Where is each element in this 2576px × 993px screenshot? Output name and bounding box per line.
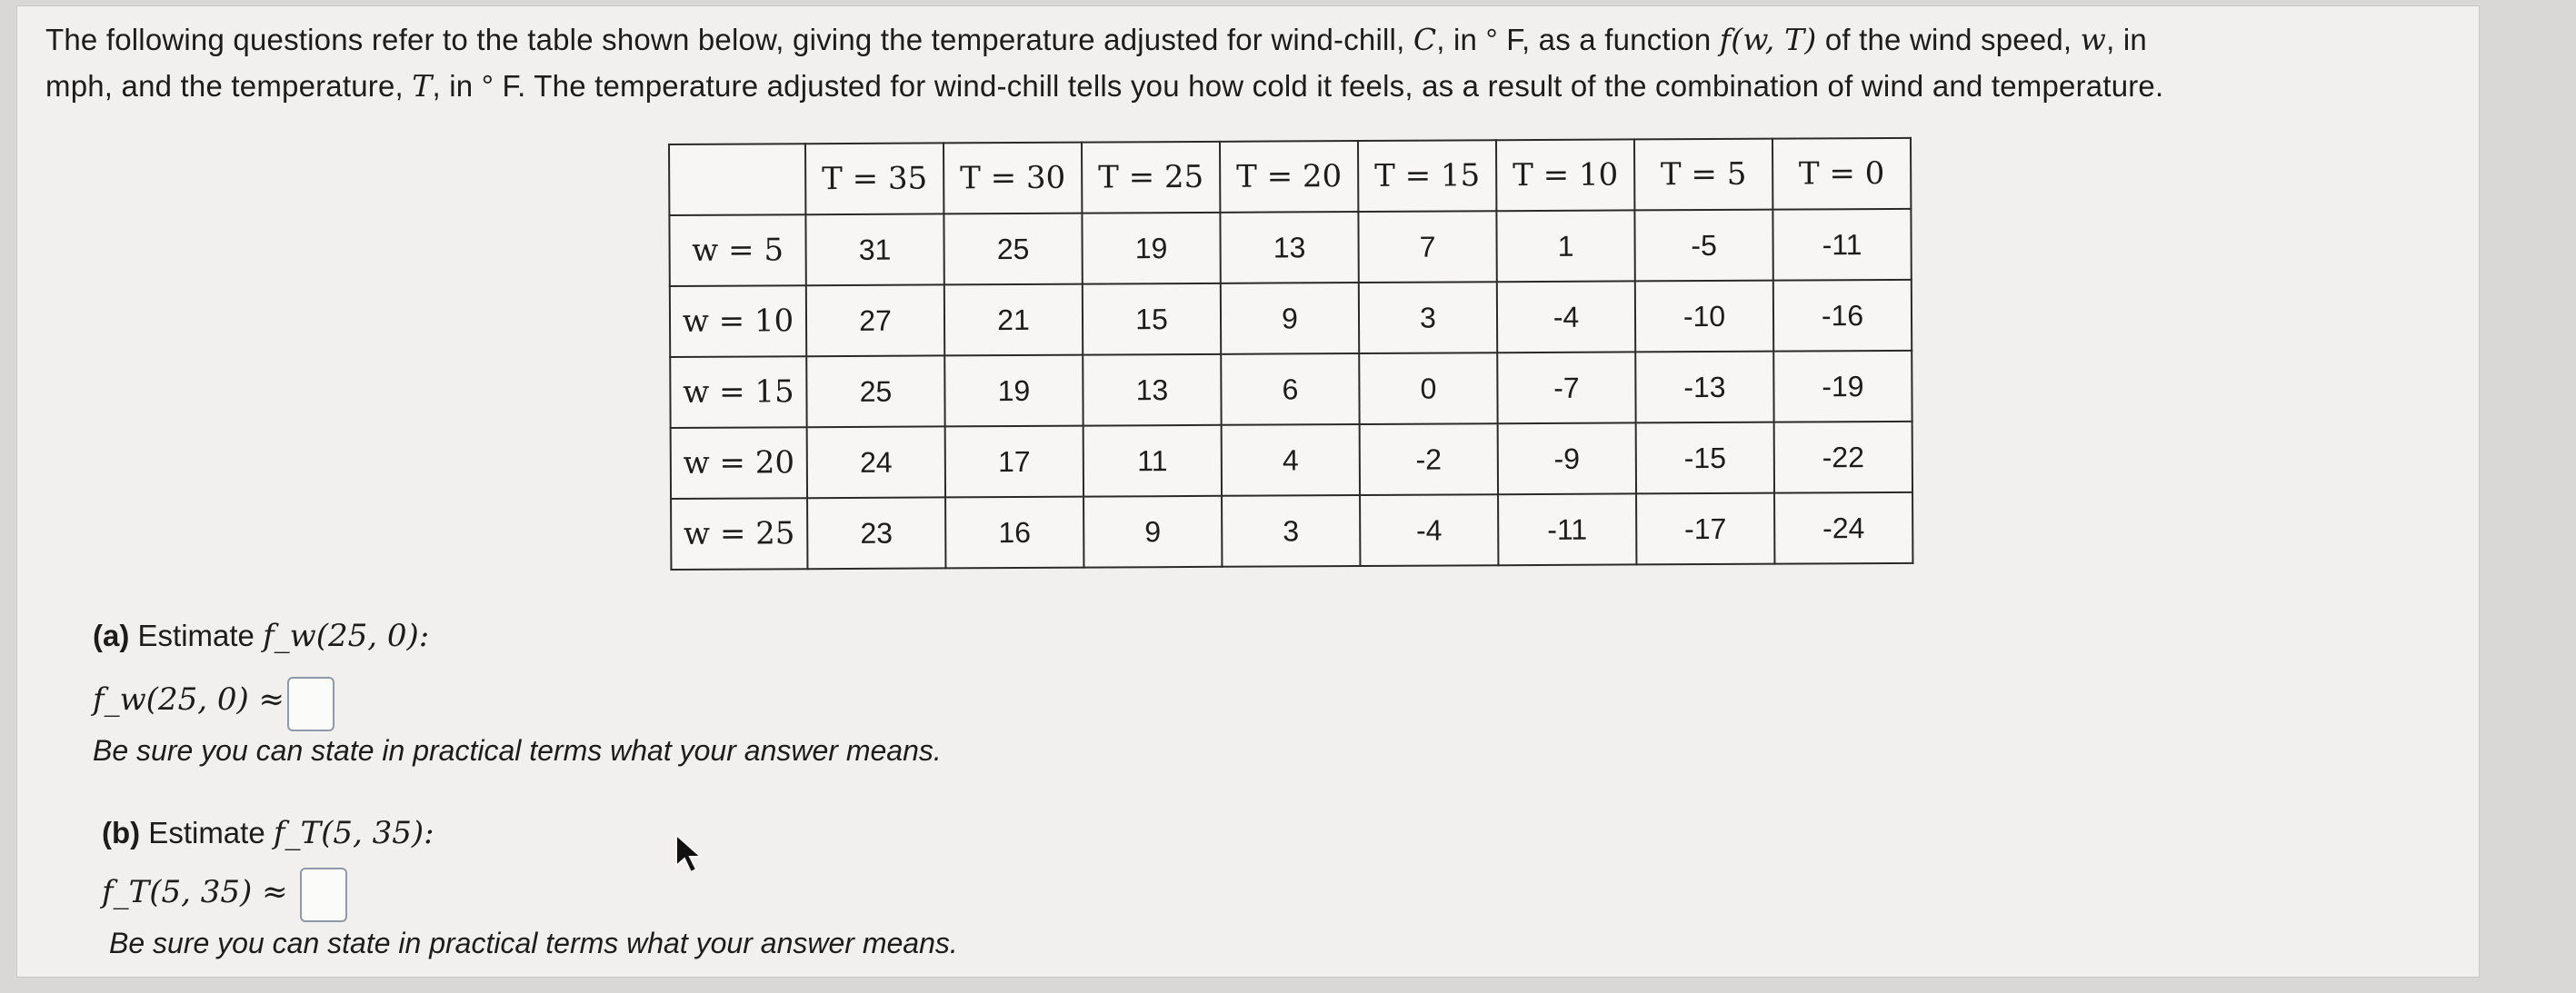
degree-symbol: °	[481, 69, 494, 103]
part-a-label: (a)	[93, 619, 130, 652]
part-b-title	[102, 815, 434, 851]
column-header: T = 20	[1220, 141, 1358, 213]
table-cell: -16	[1773, 280, 1912, 352]
part-a-prompt: Estimate	[129, 619, 264, 652]
table-cell: 9	[1221, 283, 1359, 354]
table-row	[670, 351, 1912, 428]
row-header: w = 5	[669, 214, 805, 286]
part-b-expression: f_T(5, 35):	[273, 815, 434, 851]
table-cell: -24	[1774, 492, 1912, 564]
var-t: T	[412, 68, 433, 104]
part-b-hint: Be sure you can state in practical terms what your answer means.	[109, 927, 958, 959]
table-cell: -11	[1498, 493, 1636, 565]
table-cell: 19	[1082, 213, 1220, 284]
column-header: T = 30	[944, 143, 1082, 214]
table-cell: -10	[1635, 281, 1773, 353]
table-row	[669, 209, 1911, 286]
table-cell: -17	[1636, 493, 1774, 565]
part-a-hint: Be sure you can state in practical terms what your answer means.	[93, 734, 942, 767]
table-cell: 24	[807, 426, 945, 498]
column-header: T = 0	[1772, 138, 1911, 210]
table-cell: -22	[1774, 422, 1912, 493]
row-header: w = 25	[671, 498, 807, 570]
intro-text: mph, and the temperature,	[45, 69, 413, 103]
intro-text: , in	[1436, 23, 1486, 56]
table-cell: 17	[945, 426, 1083, 498]
part-a-expression: f_w(25, 0):	[263, 618, 430, 654]
table-cell: 15	[1083, 283, 1221, 355]
table-cell: -5	[1634, 210, 1772, 282]
column-header: T = 35	[805, 143, 944, 214]
part-a-title	[93, 618, 429, 654]
intro-line-1	[45, 16, 2500, 63]
part-b-answer-expression: f_T(5, 35) ≈	[102, 874, 288, 910]
table-cell: 3	[1222, 495, 1360, 567]
row-header: w = 10	[670, 285, 806, 357]
var-c: C	[1413, 22, 1437, 57]
question-intro	[45, 16, 2500, 109]
table-cell: 13	[1220, 212, 1358, 283]
mouse-cursor-icon	[673, 831, 709, 877]
intro-text: , in	[2106, 23, 2147, 56]
wind-chill-table	[668, 137, 1913, 571]
table-cell: -15	[1636, 422, 1774, 494]
table-cell: 11	[1083, 425, 1222, 497]
table-row	[671, 492, 1912, 570]
table-corner-cell	[669, 144, 805, 215]
table-header-row	[669, 138, 1911, 215]
table-cell: -2	[1360, 423, 1498, 495]
table-cell: 4	[1222, 424, 1360, 496]
part-a-answer-expression: f_w(25, 0) ≈	[93, 681, 285, 718]
part-a-answer-line	[93, 681, 285, 718]
table-cell: 3	[1359, 282, 1497, 353]
table-cell: 19	[944, 355, 1083, 427]
column-header: T = 10	[1496, 139, 1634, 211]
intro-line-2	[45, 63, 2500, 109]
degree-symbol: °	[1485, 23, 1498, 56]
table-cell: 25	[944, 213, 1082, 285]
table-row	[670, 280, 1912, 357]
part-b-answer-input[interactable]	[300, 868, 347, 922]
table-cell: -7	[1497, 352, 1635, 423]
table-cell: -13	[1635, 352, 1773, 423]
table-cell: 0	[1359, 353, 1497, 424]
column-header: T = 5	[1634, 139, 1772, 211]
table-cell: 16	[945, 497, 1083, 569]
table-cell: 25	[806, 355, 944, 427]
function-notation: f(w, T)	[1719, 22, 1817, 57]
table-cell: -11	[1772, 209, 1911, 281]
intro-text: The following questions refer to the table shown below, giving the temperature adjusted for wind-chill,	[45, 23, 1413, 56]
part-a-answer-input[interactable]	[287, 677, 334, 731]
row-header: w = 15	[670, 356, 806, 428]
table-cell: 6	[1221, 353, 1359, 425]
intro-text: F. The temperature adjusted for wind-chill tells you how cold it feels, as a result of the combination of wind and temperature.	[494, 69, 2164, 103]
table-cell: -9	[1498, 422, 1636, 494]
table-row	[671, 422, 1912, 499]
table-cell: -4	[1497, 281, 1635, 353]
table-cell: 27	[806, 284, 944, 356]
table-cell: -4	[1360, 494, 1498, 566]
table-cell: 13	[1083, 354, 1221, 426]
intro-text: of the wind speed,	[1816, 23, 2081, 56]
table-cell: 31	[805, 213, 944, 285]
table-cell: 21	[944, 284, 1083, 356]
table-cell: 1	[1496, 210, 1634, 282]
part-b-prompt: Estimate	[140, 816, 274, 849]
var-w: w	[2080, 22, 2107, 57]
column-header: T = 15	[1358, 140, 1496, 212]
table-cell: 9	[1083, 496, 1222, 568]
part-b-label: (b)	[102, 816, 141, 849]
table-cell: 23	[807, 497, 945, 569]
part-b-answer-line	[102, 874, 288, 910]
table-cell: 7	[1358, 211, 1496, 283]
table-cell: -19	[1773, 351, 1912, 422]
intro-text: F, as a function	[1497, 23, 1720, 56]
column-header: T = 25	[1082, 142, 1220, 213]
intro-text: , in	[432, 69, 482, 103]
row-header: w = 20	[671, 427, 807, 499]
